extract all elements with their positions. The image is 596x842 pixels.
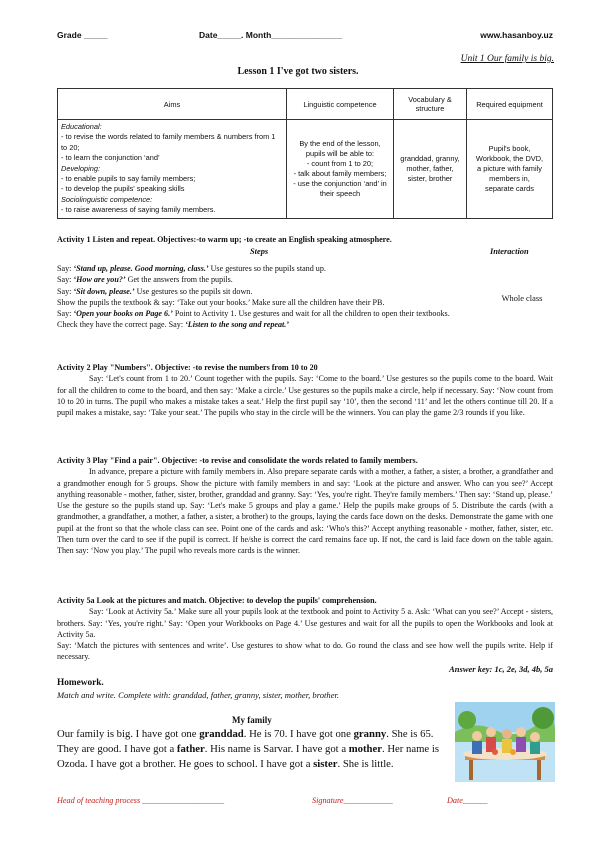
activity1-text: Use gestures so the pupils sit down.: [134, 286, 253, 296]
header-vocabulary: Vocabulary & structure: [394, 89, 467, 120]
aims-heading: Sociolinguistic competence:: [61, 194, 153, 204]
website-label: www.hasanboy.uz: [480, 30, 553, 40]
aims-item: - to enable pupils to say family members;: [61, 174, 196, 184]
answer-key: Answer key: 1c, 2e, 3d, 4b, 5a: [449, 664, 553, 674]
activity1-text: Show the pupils the textbook & say: ‘Take out your books.’ Make sure all the children have their PB.: [57, 297, 385, 307]
lesson-plan-table: [57, 88, 553, 219]
aims-item: - to raise awareness of saying family members.: [61, 205, 216, 215]
linguistic-line: - use the conjunction ‘and’ in: [293, 178, 387, 188]
story-text-segment: . She is little.: [337, 758, 394, 771]
activity3: [57, 455, 553, 557]
activity1-line: [57, 308, 475, 319]
equipment-cell: [467, 120, 553, 219]
activity1-phrase: ‘Stand up, please. Good morning, class.’: [73, 264, 209, 273]
homework-title: Homework.: [57, 678, 104, 688]
unit-title: Unit 1 Our family is big.: [460, 54, 554, 64]
homework-instruction: Match and write. Complete with: granddad, father, granny, sister, mother, brother.: [57, 690, 340, 700]
activity1-phrase: ‘How are you?’: [73, 275, 126, 285]
footer-signature: Signature____________: [312, 796, 393, 805]
story-text-segment: . She is 65. They are good. I have got a: [57, 728, 434, 756]
aims-item: - to revise the words related to family members & numbers from 1 to 20;: [61, 132, 276, 152]
grade-field: Grade _____: [57, 30, 108, 40]
equipment-line: Workbook, the DVD,: [475, 153, 544, 163]
activity1-line: [57, 286, 475, 297]
activity2-title: Activity 2 Play "Numbers". Objective: -to revise the numbers from 10 to 20: [57, 363, 318, 372]
equipment-line: members in,: [489, 173, 530, 183]
steps-label: Steps: [250, 247, 269, 256]
activity5a-body2: Say: ‘Match the pictures with sentences and write’. Use gestures to show what to do. Go round the class and see how well the pupils write. Help if necessary.: [57, 641, 553, 662]
activity2-body: Say: ‘Let's count from 1 to 20.’ Count together with the pupils. Say: ‘Come to the board.’ Use gestures so the pupils come to the board. Wait for all the children to come to the board, and then say: ‘Make a circle.’ Use gestures so the pupils make a circle, help if necessary. Say: ‘Now count from 10 to 20 in turns. The pupil who makes a mistake takes a seat.’ Help the first pupil say ‘10’, then the second ‘11’ and let the others continue till 20. If a pupil makes a mistake, say: ‘Take your seat.’ The pupils who stay in the circle will be the winners. You can play the game 2/3 rounds if you like.: [57, 374, 553, 418]
aims-item: - to learn the conjunction ‘and’: [61, 153, 160, 163]
interaction-label: Interaction: [490, 247, 529, 256]
story-text-segment: . Her name is Ozoda. I have got a brother. He goes to school. I have got a: [57, 743, 439, 771]
footer-head: Head of teaching process ____________________: [57, 796, 225, 805]
linguistic-line: - talk about family members;: [293, 168, 387, 178]
activity1-line: [57, 263, 475, 274]
activity1-line: [57, 274, 475, 285]
date-month-field: Date_____. Month_______________: [199, 30, 343, 40]
story-text-segment: . He is 70. I have got one: [243, 728, 354, 740]
activity5a-body1: Say: ‘Look at Activity 5a.’ Make sure all your pupils look at the textbook and point to Activity 5 a. Ask: ‘What can you see?’ Accept - sisters, brothers. Say: ‘Yes, you're right.’ Say: ‘Open your Workbooks on Page 4.’ Use gestures and wait for all the pupils to open the Workbooks and look at Activity 5a.: [57, 607, 553, 639]
activity3-title: Activity 3 Play "Find a pair". Objective: -to revise and consolidate the words related to family members.: [57, 456, 418, 465]
activity1-text: Say:: [57, 286, 74, 296]
vocabulary-line: sister, brother: [407, 173, 453, 183]
aims-heading: Educational:: [61, 122, 102, 131]
story-answer-word: sister: [313, 758, 338, 771]
family-picture: [455, 702, 555, 782]
linguistic-line: - count from 1 to 20;: [306, 158, 374, 168]
activity1-text: Get the answers from the pupils.: [125, 275, 233, 285]
activity1-title-text: Activity 1 Listen and repeat. Objectives:-to warm up; -to create an English speaking atmosphere.: [57, 235, 392, 244]
activity1-text: Point to Activity 1. Use gestures and wait for all the children to open their textbooks.: [172, 309, 450, 319]
story-answer-word: granddad: [199, 728, 244, 740]
equipment-line: Pupil's book,: [488, 143, 531, 153]
activity1-phrase: ‘Listen to the song and repeat.’: [185, 320, 289, 330]
activity1-text: Say:: [57, 264, 74, 273]
aims-cell: [58, 120, 287, 219]
equipment-line: a picture with family: [477, 163, 542, 173]
story-answer-word: granny: [353, 728, 387, 740]
story-text-segment: Our family is big. I have got one: [57, 728, 200, 740]
story-title: My family: [232, 715, 272, 725]
lesson-title: Lesson 1 I've got two sisters.: [237, 66, 359, 77]
header-aims: Aims: [58, 89, 287, 120]
activity1-text: Check they have the correct page. Say:: [57, 320, 186, 330]
activity5a-title: Activity 5a Look at the pictures and match. Objective: to develop the pupils' comprehension.: [57, 596, 377, 605]
header-equipment: Required equipment: [467, 89, 553, 120]
activity1-body: [57, 263, 475, 331]
activity1-text: Say:: [57, 309, 74, 319]
linguistic-line: their speech: [319, 188, 361, 198]
activity1-text: Say:: [57, 275, 74, 285]
aims-item: - to develop the pupils' speaking skills: [61, 184, 185, 194]
activity1-phrase: ‘Sit down, please.’: [73, 286, 135, 296]
activity1-line: [57, 319, 475, 330]
linguistic-line: pupils will be able to:: [305, 148, 375, 158]
vocabulary-line: granddad, granny,: [400, 153, 460, 163]
story-text-segment: . His name is Sarvar. I have got a: [204, 743, 349, 756]
vocabulary-cell: [394, 120, 467, 219]
table-header-row: [58, 89, 553, 120]
table-row: [58, 120, 553, 219]
activity2: [57, 362, 553, 418]
activity1-text: Use gestures so the pupils stand up.: [208, 264, 326, 273]
activity1-title: [57, 234, 553, 245]
story-text: [57, 727, 457, 773]
vocabulary-line: mother, father,: [406, 163, 454, 173]
activity1-phrase: ‘Open your books on Page 6.’: [73, 309, 173, 319]
footer-date: Date______: [447, 796, 488, 805]
story-answer-word: mother: [348, 743, 382, 756]
activity5a: [57, 595, 553, 663]
activity3-body: In advance, prepare a picture with family members in. Also prepare separate cards with a mother, a father, a sister, a brother, a grandfather and a grandmother enough for 5 groups. Show the picture with family members in and say: ‘Look at the picture and answer. Who can you see?’ Accept anything reasonable - mother, father, sister, brother, granddad and granny. Say: ‘Yes, you're right. They're family members.’ Then say: ‘Stand up, please.’ Use the gesture so the pupils stand up. Say: ‘Let's make 5 groups and play a game.’ Help the pupils make groups of 5. Distribute the cards (with a grandmother, a grandfather, a mother, a father, a sister, a brother) to the groups, laying the cards face down on the desks. Demonstrate the game with one pupil at the front so that the whole class can see. Point one of the cards and ask: ‘Who's this?’ Accept anything reasonable - mother, father, sister, etc. Then turn over the card to see if the pupil is correct. If he/she is correct the card remains face up. If not, the card is laid face down on the table again. Then say: ‘Now you play.’ The pupil who reveals more cards is the winner.: [57, 467, 553, 556]
activity1-line: [57, 297, 475, 308]
linguistic-line: By the end of the lesson,: [299, 138, 381, 148]
equipment-line: separate cards: [485, 183, 534, 193]
linguistic-cell: [287, 120, 394, 219]
header-linguistic: Linguistic competence: [287, 89, 394, 120]
aims-heading: Developing:: [61, 163, 101, 173]
story-answer-word: father: [176, 743, 205, 756]
interaction-value: Whole class: [501, 294, 543, 303]
